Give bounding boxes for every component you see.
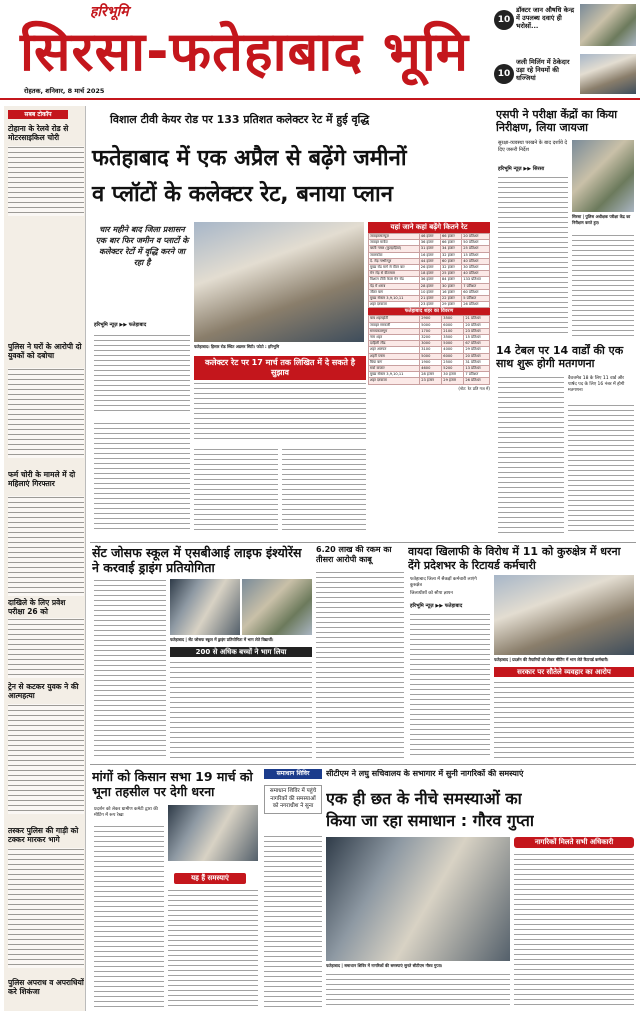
rate-table-row [369,265,490,271]
rate-table-cell: 30 प्रतिशत [462,265,490,271]
rate-table-cell: 6000 [442,322,464,328]
left-column-tag: सबब टोकॉप [8,110,68,119]
rate-table-cell: दाहिली लीड [369,341,420,347]
rate-table-row [369,240,490,246]
rate-table-cell: 30 हजार [442,372,464,378]
right-story-1-body-b [572,234,634,336]
rate-table-cell: 20 प्रतिशत [464,353,490,359]
masthead-dateline: रोहतक, शनिवार, 8 मार्च 2025 [24,87,105,95]
rate-table-cell: 26 हजार [419,265,440,271]
left-headline-6[interactable]: तस्कर पुलिस की गाड़ी को टक्कर मारकर भागे [8,826,79,844]
rate-table-cell: बस्ती नम्बर (कुल्हाड़ियां) [369,246,420,252]
rate-table-cell: 44 हजार [419,258,440,264]
top-story-byline: हरिभूमि न्यूज़ ▶▶ फतेहाबाद [94,322,147,328]
rate-table [368,222,490,532]
teaser-1[interactable] [494,4,636,48]
left-story-4-body [8,618,84,678]
rate-table-cell: 23 हजार [420,378,442,384]
camp-tag: समाधान शिविर [264,769,322,779]
teaser-1-number: 10 [494,10,514,30]
camp-side-box: समाधान शिविर में पहुंचे नागरिकों की समस्याओं को नगराधीश ने सुना [264,785,322,814]
rate-table-cell: 13 प्रतिशत [464,366,490,372]
mid-right-photo-caption: फतेहाबाद | प्रदर्शन की तैयारियों को लेकर मीटिंग में भाग लेते रिटायर्ड कर्मचारी। [494,657,609,662]
rate-table-cell: 7 प्रतिशत [464,372,490,378]
bottom-left-headline[interactable]: मांगों को किसान सभा 19 मार्च को भूना तहसील पर देगी धरना [92,769,253,799]
rate-table-cell: दे. रोड़ गम्भीरपुर [369,258,420,264]
rate-table-cell: सर्वा बाजार [369,366,420,372]
rate-table-cell: 46 हजार [419,234,440,240]
rate-table-cell: 31 प्रतिशत [464,359,490,365]
rate-table-subhead: फतेहाबाद शहर का विवरण [368,308,490,315]
rate-table-cell: 4000 [442,347,464,353]
top-story-kicker: विशाल टीवी केयर रोड पर 133 प्रतिशत कलेक्टर रेट में हुई वृद्धि [110,113,370,126]
left-headline-4[interactable]: दाखिले के लिए प्रवेश परीक्षा 26 को [8,598,66,616]
rate-table-cell: 84 हजार [441,277,462,283]
rate-table-cell: 21 प्रतिशत [464,316,490,322]
rate-table-cell: 2900 [420,316,442,322]
rate-table-cell: 67 प्रतिशत [464,341,490,347]
top-story-body-col1 [94,334,190,414]
rate-table-cell: 23 हजार [419,302,440,308]
rate-table-cell: जवाहरलाल्यूज़ [369,234,420,240]
teaser-2-text: जली मिलिंग में ठेकेदार उड़ा रहे नियमों की धज्जियां [516,58,570,82]
masthead-small-logo: हरिभूमि [90,4,129,20]
rate-table-cell: 23 प्रतिशत [464,328,490,334]
rate-table-cell: 60 प्रतिशत [462,289,490,295]
mid-band [90,542,636,762]
left-story-5-body [8,704,84,814]
rate-table-cell: 3100 [420,347,442,353]
teaser-2[interactable] [494,52,636,96]
mid-left-headline[interactable]: सेंट जोसफ स्कूल में एसबीआई लाइफ इंश्योरेंस ने करवाई ड्राइंग प्रतियोगिता [92,545,302,575]
rate-table-cell: 5000 [442,341,464,347]
bottom-band [90,764,636,1011]
rate-table-cell: 1700 [420,328,442,334]
rate-table-cell: 30 हजार [441,283,462,289]
mid-right-body-b [494,681,634,759]
rate-table-title: यहां जाने कहां बढ़ेंगे कितने रेट [368,222,490,233]
rate-table-cell: 5000 [420,322,442,328]
bottom-red-badge: यह हैं समस्याएं [174,873,246,884]
rate-table-cell: 4600 [420,366,442,372]
top-story-body-col4 [194,448,278,532]
rate-table-cell: 22 हजार [441,296,462,302]
rate-table-row [369,271,490,277]
top-story-headline-line2[interactable]: व प्लॉटों के कलेक्टर रेट, बनाया प्लान [92,182,393,207]
mid-right-byline: हरिभूमि न्यूज़ ▶▶ फतेहाबाद [410,603,463,609]
rate-table-cell: 3200 [420,335,442,341]
masthead-title: सिरसा-फतेहाबाद भूमि [20,20,470,83]
rate-table-cell: 28 हजार [419,283,440,289]
rate-table-cell: 32 हजार [441,265,462,271]
rate-table-cell: 40 प्रतिशत [462,271,490,277]
rate-table-cell: 3000 [420,341,442,347]
rate-table-cell: 26 प्रतिशत [462,302,490,308]
rate-table-row [369,322,490,328]
left-headline-5[interactable]: ट्रेन से कटकर युवक ने की आत्महत्या [8,682,79,700]
rate-table-cell: पेड़ में शराब [369,283,420,289]
rate-table-cell: 5 प्रतिशत [462,296,490,302]
rate-table-cell: मुख्य रोड मार्ग से वीटर बार [369,265,420,271]
rate-table-cell: 3500 [442,316,464,322]
camp-kicker: सीटीएम ने लघु सचिवालय के सभागार में सुनी नागरिकों की समस्याएं [326,769,524,778]
rate-table-cell: 40 प्रतिशत [462,258,490,264]
bottom-left-body-b [168,889,258,1009]
rate-table-cell: शहरी प्लास [369,353,420,359]
rate-table-cell: जवाहर मार्केट [369,240,420,246]
rate-table-row [369,328,490,334]
right-story-2-body-a [498,376,564,534]
rate-table-cell: 36 हजार [419,240,440,246]
right-bullet-1: सुरक्षा-व्यवस्था परखने के बाद दर्शाये दे दिए जरूरी निर्देश [498,140,568,153]
rate-table-cell: 10 हजार [419,289,440,295]
rate-table-cell: 28 हजार [420,372,442,378]
rate-table-cell: जालकोटा [369,252,420,258]
rate-table-cell: 20 प्रतिशत [464,322,490,328]
rate-table-cell: 34 हजार [441,246,462,252]
rate-table-cell: 7 प्रतिशत [462,283,490,289]
bottom-left-bullet: प्रदर्शन को लेकर ग्रामीण कमेटी द्वारा की मीटिंग में रूप रेखा [94,807,158,818]
top-story-body-col2 [194,382,366,442]
left-headline-3[interactable]: फर्म चोरी के मामले में दो महिलाएं गिरफ्तार [8,470,76,488]
rate-table-cell: 29 प्रतिशत [464,347,490,353]
mid-left-body-a [94,579,166,759]
rate-table-a [368,233,490,308]
rate-table-cell: मेन रोड़ से वीटरबार [369,271,420,277]
camp-headline-line1[interactable]: एक ही छत के नीचे समस्याओं का [326,789,522,808]
mid-left-body-b [170,661,312,759]
right-story-2-body-b [568,404,634,534]
rate-table-cell: 26 प्रतिशत [464,378,490,384]
rate-table-cell: 31 हजार [419,246,440,252]
rate-table-cell: शहर दरवाजा [369,302,420,308]
mid-left-photo-2 [242,579,312,635]
rate-table-row [369,316,490,322]
rate-table-row [369,302,490,308]
mid-right-photo [494,575,634,655]
rate-table-cell: 15 प्रतिशत [462,252,490,258]
rate-table-note: (नोट: रेट प्रति गज में) [458,385,490,391]
rate-table-cell: 21 हजार [419,296,440,302]
rate-table-cell: 3500 [442,335,464,341]
top-story-lead: चार महीने बाद जिला प्रशासन एक बार फिर जमीन व प्लाटों के कलेक्टर रेटों में वृद्धि करने जा रहा है [95,225,189,267]
left-headline-7[interactable]: पुलिस अपराध व अपराधियों करे शिकंजा [8,978,84,996]
teaser-1-photo [580,4,636,46]
red-box-title: कलेक्टर रेट पर 17 मार्च तक लिखित में दे सकते है सुझाव [194,356,366,380]
rate-table-cell: 36 हजार [419,277,440,283]
rate-table-cell: विशाल टीवी केयर मेन रोड [369,277,420,283]
teaser-2-photo [580,54,636,94]
rate-table-cell: 29 हजार [441,302,462,308]
left-column [4,106,86,1011]
rate-table-cell: मुख्य सेक्टर 3,9,10,11 [369,296,420,302]
top-story-body-col3 [94,422,190,532]
masthead [0,0,640,100]
rate-table-cell: नाम शहर [369,335,420,341]
rate-table-cell: बिया बाग [369,359,420,365]
right-column [494,104,636,539]
rate-table-cell: सरायकालगुम [369,328,420,334]
mid-left-photo-1 [170,579,240,635]
rate-table-cell: 25 प्रतिशत [462,246,490,252]
camp-body-a [264,835,322,1009]
rate-table-cell: 6000 [442,353,464,359]
right-bullet-2: वैवत्तमेव 18 के लिए 11 वार्ड और पार्षद पद के लिए 16 नंबर में होगी मतगणना [568,376,625,393]
rate-table-cell: 5200 [442,366,464,372]
rate-table-cell: 15 प्रतिशत [464,335,490,341]
left-headline-1[interactable]: टोहाना के रेलवे रोड से मोटरसाइकिल चोरी [8,124,69,142]
rate-table-cell: 133 प्रतिशत [462,277,490,283]
camp-headline-line2[interactable]: किया जा रहा समाधान : गौरव गुप्ता [326,811,535,830]
left-story-2-body [8,368,84,458]
rate-table-cell: 2500 [442,359,464,365]
mid-right-bullet-2: जिलाधीशों को सौपा ज्ञापन [410,591,453,596]
mid-bar-caption: 200 से अधिक बच्चों ने भाग लिया [170,647,312,657]
top-story-photo [194,222,364,342]
rate-table-cell: 18 हजार [419,271,440,277]
left-story-6-body [8,848,84,968]
rate-table-cell: 66 हजार [441,234,462,240]
top-story [90,104,490,539]
right-photo-caption: सिरसा | पुलिस अधीक्षक परीक्षा केंद्र का निरीक्षण करते हुए। [572,214,631,225]
mid-centre-body [316,571,404,759]
mid-right-bullet-1: फतेहाबाद जिला में सैकड़ों कर्मचारी लाएंगे कुरुक्षेत्र [410,577,477,588]
left-headline-2[interactable]: पुलिस ने घरों के आरोपी दो युवकों को दबोचा [8,342,82,360]
left-story-1-body [8,146,84,216]
bottom-left-body-a [94,825,164,1009]
rate-table-cell: 5000 [420,353,442,359]
camp-photo-caption: फतेहाबाद | समाधान शिविर में नागरिकों की समस्याएं सुनते सीटीएम गौरव गुप्ता। [326,963,443,968]
rate-table-cell: 25 हजार [441,271,462,277]
rate-table-cell: जवाहर सरकारी [369,322,420,328]
top-story-body-col5 [282,448,366,532]
rate-table-cell: 32 हजार [441,252,462,258]
camp-body-c [514,853,634,1009]
rate-table-cell: 16 हजार [419,252,440,258]
rate-table-cell: 50 प्रतिशत [462,240,490,246]
rate-table-b [368,315,490,384]
mid-right-red-bar: सरकार पर सौतेले व्यवहार का आरोप [494,667,634,677]
rate-table-cell: 2100 [442,328,464,334]
right-byline: हरिभूमि न्यूज़ ▶▶ सिरसा [498,166,545,172]
rate-table-cell: 29 हजार [442,378,464,384]
camp-photo [326,837,510,961]
camp-body-b [326,973,510,1009]
right-headline-1[interactable]: एसपी ने परीक्षा केंद्रों का किया निरीक्षण, लिया जायजा [496,108,618,134]
teaser-2-number: 10 [494,64,514,84]
rate-table-row [369,296,490,302]
rate-table-cell: 16 हजार [441,289,462,295]
rate-table-row [369,277,490,283]
top-story-photo-caption: फतेहाबाद। हिसार रोड स्थित अग्रसर सिटी। फोटो : हरिभूमि [194,344,280,349]
rate-table-cell: 66 हजार [441,240,462,246]
rate-table-cell: 1900 [420,359,442,365]
citizens-bar: नागरिकों मिलते सभी अधिकारी [514,837,634,848]
mid-right-headline[interactable]: वायदा खिलाफी के विरोध में 11 को कुरुक्षेत्र में धरना देंगे प्रदेशभर के रिटायर्ड कर्मचारी [408,545,621,572]
mid-right-body-a [410,613,490,759]
mid-left-photo-caption: फतेहाबाद | सेंट जोसफ स्कूल में ड्राइंग प्रतियोगिता में भाग लेते विद्यार्थी। [170,637,274,642]
rate-table-cell: जीटर बाग [369,289,420,295]
rate-table-row [369,234,490,240]
mid-centre-headline[interactable]: 6.20 लाख की रकम का तीसरा आरोपी काबू [316,545,392,564]
rate-table-cell: 60 हजार [441,258,462,264]
right-story-1-body-a [498,176,568,336]
top-story-headline-line1[interactable]: फतेहाबाद में एक अप्रैल से बढ़ेंगे जमीनों [92,146,407,171]
rate-table-cell: शहर अलफर [369,347,420,353]
rate-table-cell: बाब शहनहोटी [369,316,420,322]
rate-table-row [369,372,490,378]
teaser-1-text: डॉक्टर जान औषधि केन्द्र में उपलब्ध दवाएं ही भरोसों... [516,6,575,30]
left-story-3-body [8,496,84,596]
right-headline-2[interactable]: 14 टेबल पर 14 वार्डों की एक साथ शुरू होगी मतगणना [496,344,624,370]
rate-table-row [369,246,490,252]
right-story-1-photo [572,140,634,212]
rate-table-cell: शहर दरवाजा [369,378,420,384]
rate-table-row [369,258,490,264]
rate-table-row [369,378,490,384]
rate-table-cell: 20 प्रतिशत [462,234,490,240]
rate-table-cell: मुख्य सेक्टर 3,9,10,11 [369,372,420,378]
bottom-left-photo [168,805,258,861]
